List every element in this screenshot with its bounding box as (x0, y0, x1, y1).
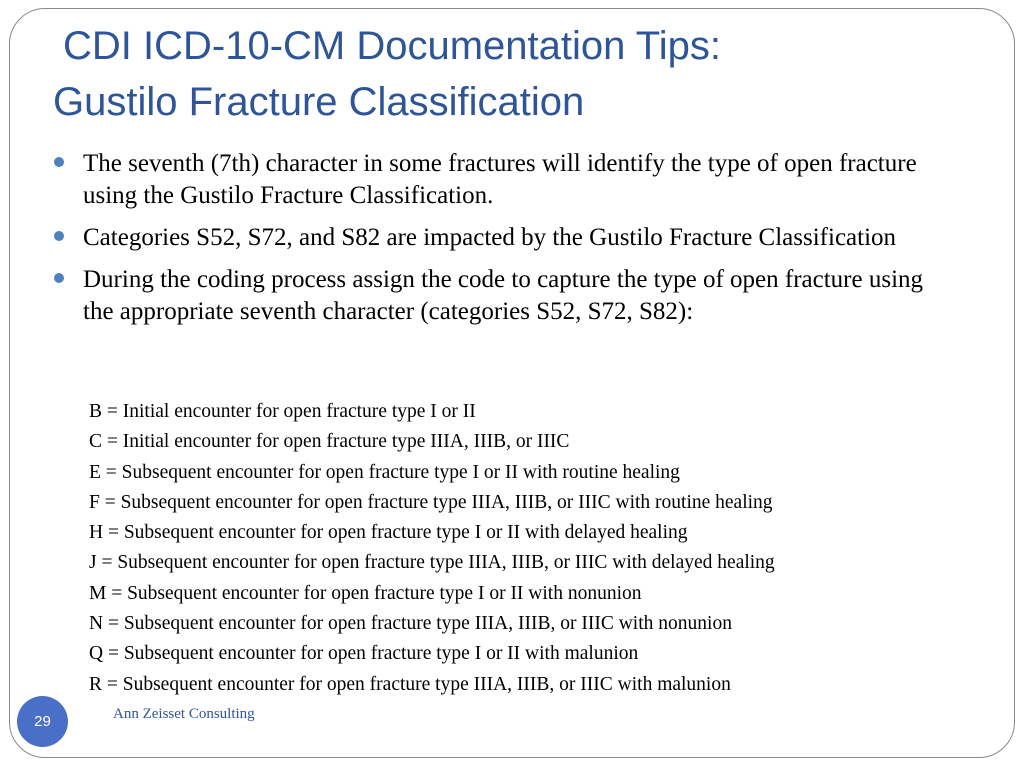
bullet-text: Categories S52, S72, and S82 are impacted by the Gustilo Fracture Classification (83, 224, 897, 251)
code-item-c: C = Initial encounter for open fracture type IIIA, IIIB, or IIIC (89, 431, 570, 453)
bullet-dot-icon (54, 157, 64, 167)
bullet-dot-icon (54, 231, 64, 241)
bullet-item (52, 148, 952, 212)
code-item-h: H = Subsequent encounter for open fracture type I or II with delayed healing (89, 522, 688, 544)
slide-title-line-1: CDI ICD-10-CM Documentation Tips: (63, 24, 721, 68)
footer-author: Ann Zeisset Consulting (113, 706, 255, 722)
slide-title (53, 18, 973, 130)
seventh-character-code-list (89, 397, 969, 700)
bullet-list (52, 148, 952, 338)
code-item-e: E = Subsequent encounter for open fracture type I or II with routine healing (89, 461, 680, 483)
bullet-item (52, 264, 952, 328)
code-item-f: F = Subsequent encounter for open fracture type IIIA, IIIB, or IIIC with routine healing (89, 491, 773, 513)
code-item-q: Q = Subsequent encounter for open fracture type I or II with malunion (89, 643, 639, 665)
code-item-j: J = Subsequent encounter for open fracture type IIIA, IIIB, or IIIC with delayed healing (89, 552, 775, 574)
bullet-text: During the coding process assign the code to capture the type of open fracture using the appropriate seventh character (categories S52, S72, S82): (83, 266, 924, 325)
bullet-item (52, 222, 952, 254)
slide-title-line-2: Gustilo Fracture Classification (53, 80, 585, 124)
bullet-text: The seventh (7th) character in some fractures will identify the type of open fracture using the Gustilo Fracture Classification. (83, 150, 917, 209)
code-item-r: R = Subsequent encounter for open fracture type IIIA, IIIB, or IIIC with malunion (89, 673, 731, 695)
code-item-n: N = Subsequent encounter for open fracture type IIIA, IIIB, or IIIC with nonunion (89, 613, 732, 635)
bullet-dot-icon (54, 273, 64, 283)
page-number-badge: 29 (17, 696, 68, 747)
code-item-m: M = Subsequent encounter for open fracture type I or II with nonunion (89, 582, 642, 604)
code-item-b: B = Initial encounter for open fracture type I or II (89, 401, 476, 422)
